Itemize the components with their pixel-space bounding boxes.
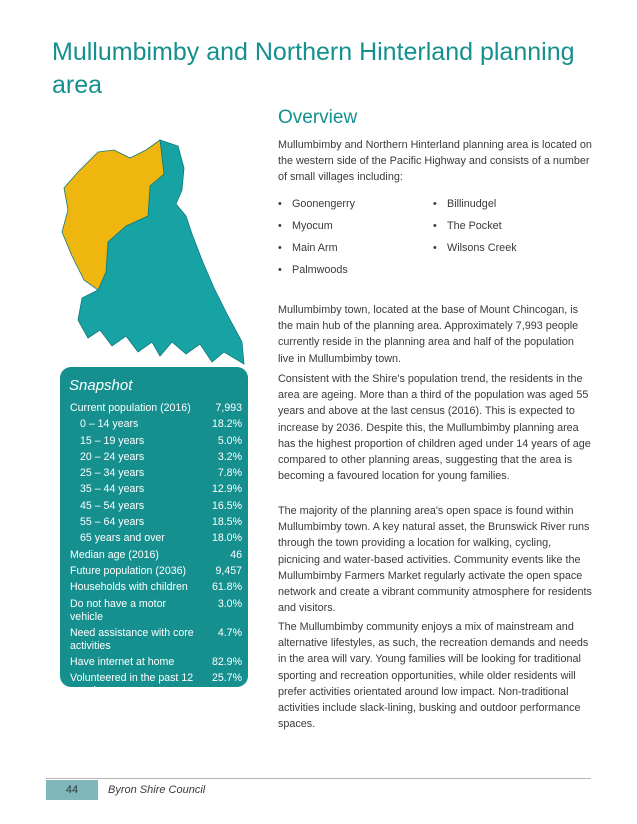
snapshot-label: 35 – 44 years — [80, 483, 145, 496]
overview-heading: Overview — [278, 107, 358, 128]
snapshot-row — [70, 402, 242, 415]
body-paragraph: Mullumbimby town, located at the base of Mount Chincogan, is the main hub of the planning area. Approximately 7,993 people currently reside in the planning area and half of the population live in Mullumbimby town. — [278, 304, 579, 365]
snapshot-label: 55 – 64 years — [80, 516, 145, 529]
snapshot-value: 4.7% — [217, 626, 242, 639]
snapshot-row — [70, 516, 242, 529]
snapshot-row — [70, 549, 242, 562]
list-item: • Palmwoods — [278, 263, 433, 277]
snapshot-row — [70, 483, 242, 496]
snapshot-label: 0 – 14 years — [80, 418, 139, 431]
list-item: • The Pocket — [433, 219, 588, 233]
snapshot-label: Need assistance with core activities — [70, 626, 194, 652]
body-paragraph: Consistent with the Shire's population trend, the residents in the area are ageing. More than a third of the population was aged 55 years and above at the last census (2016). This is expected to increase by 2036. Despite this, the Mullumbimby planning area has the highest proportion of children aged under 14 years of age compared to other planning areas, suggesting that the area is becoming a favoured location for young families. — [278, 373, 591, 483]
snapshot-list — [70, 402, 242, 702]
village-list — [278, 197, 598, 277]
snapshot-label: Future population (2036) — [70, 564, 187, 577]
list-item: • Myocum — [278, 219, 433, 233]
snapshot-label: Have internet at home — [70, 656, 175, 669]
footer-organisation: Byron Shire Council — [108, 784, 206, 796]
snapshot-row — [70, 451, 242, 464]
list-item: • Wilsons Creek — [433, 241, 588, 255]
snapshot-row — [70, 672, 242, 698]
footer-divider — [46, 778, 591, 779]
snapshot-row — [70, 627, 242, 653]
list-item: • Goonengerry — [278, 197, 433, 211]
snapshot-row — [70, 565, 242, 578]
snapshot-label: Households with children — [70, 581, 188, 594]
snapshot-row — [70, 532, 242, 545]
snapshot-row — [70, 581, 242, 594]
snapshot-value: 5.0% — [217, 434, 242, 447]
snapshot-row — [70, 598, 242, 624]
planning-area-map — [60, 130, 260, 370]
snapshot-panel — [60, 367, 248, 698]
snapshot-value: 61.8% — [211, 581, 242, 594]
snapshot-row — [70, 467, 242, 480]
snapshot-label: 45 – 54 years — [80, 499, 145, 512]
snapshot-value: 7.8% — [217, 467, 242, 480]
snapshot-row — [70, 418, 242, 431]
snapshot-value: 7,993 — [215, 402, 242, 414]
snapshot-value: 9,457 — [215, 564, 242, 577]
snapshot-row — [70, 435, 242, 448]
overview-intro: Mullumbimby and Northern Hinterland planning area is located on the western side of the Pacific Highway and consists of a number of small villages including: — [278, 139, 592, 184]
list-item: • Billinudgel — [433, 197, 588, 211]
page-number: 44 — [46, 780, 98, 800]
snapshot-value: 12.9% — [211, 483, 242, 496]
snapshot-label: Median age (2016) — [70, 548, 159, 561]
snapshot-value: 16.5% — [211, 499, 242, 512]
snapshot-label: 15 – 19 years — [80, 434, 145, 447]
body-paragraph: The Mullumbimby community enjoys a mix of mainstream and alternative lifestyles, as such, the recreation demands and needs in the area will vary. Young families will be looking for traditional sporting and recreation opportunities, while older residents will prefer activities orientated around low impact. Non-traditional activities include slack-lining, busking and outdoor performance spaces. — [278, 621, 589, 731]
snapshot-row — [70, 656, 242, 669]
snapshot-label: Current population (2016) — [70, 402, 191, 414]
snapshot-label: Volunteered in the past 12 months — [70, 672, 194, 698]
list-item: • Main Arm — [278, 241, 433, 255]
snapshot-value: 3.2% — [217, 450, 242, 463]
snapshot-label: Do not have a motor vehicle — [70, 597, 166, 623]
page-title: Mullumbimby and Northern Hinterland planning area — [52, 38, 575, 99]
snapshot-label: 20 – 24 years — [80, 450, 145, 463]
snapshot-value: 46 — [230, 548, 242, 561]
snapshot-value: 3.0% — [217, 597, 242, 610]
snapshot-heading: Snapshot — [69, 377, 133, 394]
snapshot-value: 18.0% — [211, 532, 242, 545]
snapshot-value: 18.2% — [211, 418, 242, 431]
snapshot-row — [70, 500, 242, 513]
snapshot-value: 18.5% — [211, 516, 242, 529]
snapshot-label: 25 – 34 years — [80, 467, 145, 480]
body-paragraph: The majority of the planning area's open space is found within Mullumbimby town. A key natural asset, the Brunswick River runs through the town providing a location for walking, cycling, picnicing and water-based activities. Community events like the Mullumbimby Farmers Market regularly activate the open space network and create a vibrant community atmosphere for residents and visitors. — [278, 505, 592, 615]
snapshot-label: 65 years and over — [80, 532, 165, 545]
snapshot-value: 82.9% — [211, 656, 242, 669]
snapshot-value: 25.7% — [211, 672, 242, 685]
